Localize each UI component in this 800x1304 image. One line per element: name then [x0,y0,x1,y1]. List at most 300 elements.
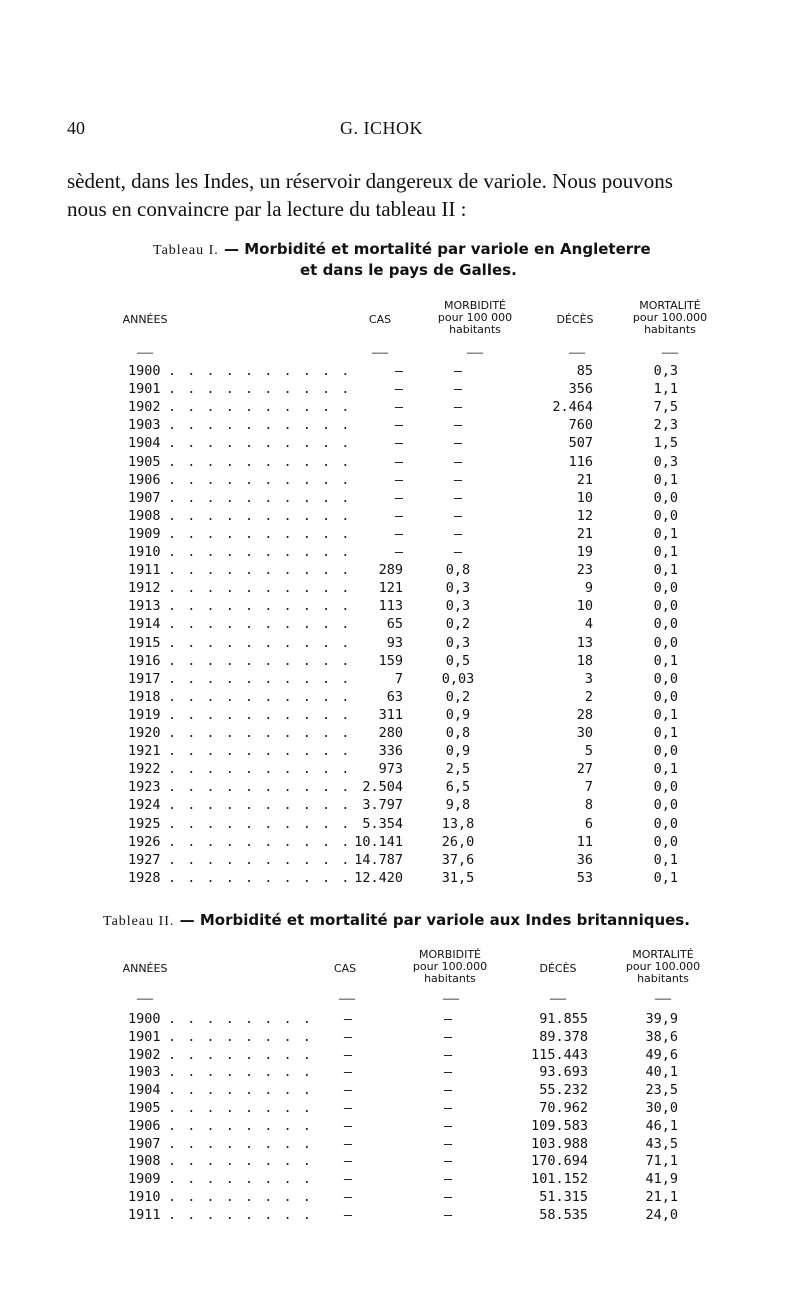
table1-header-morbidite [415,300,535,336]
mortalite-cell: 0,0 [653,797,678,814]
year-cell: 1906 [128,471,161,488]
morbidite-cell: 0,2 [445,688,471,705]
deces-cell: 91.855 [539,1011,588,1027]
deces-cell: 55.232 [539,1082,588,1099]
deces-cell: 356 [568,381,593,398]
cas-cell: 311 [378,706,403,723]
deces-cell: 760 [568,417,593,434]
morbidite-cell: — [453,399,463,416]
table1-label: Tableau I. [153,243,219,258]
morbidite-cell: — [443,1153,453,1170]
leader-dots: . . . . . . . . . . [168,616,351,633]
running-head: G. ICHOK [340,118,423,138]
deces-cell: 89.378 [539,1028,588,1045]
table-row [128,833,708,851]
cas-cell: — [343,1028,353,1045]
leader-dots: . . . . . . . . . . [168,417,351,434]
leader-dots: . . . . . . . . [168,1189,313,1205]
deces-cell: 85 [576,363,593,379]
leader-dots: . . . . . . . . [168,1206,313,1223]
table2-header-morbidite-l1: MORBIDITÉ [419,948,481,961]
cas-cell: 289 [378,562,403,579]
cas-cell: 10.141 [354,833,403,850]
table-row [128,1028,708,1046]
morbidite-cell: — [443,1189,453,1205]
leader-dots: . . . . . . . . . . [168,580,351,597]
cas-cell: — [343,1171,353,1188]
table-row [128,742,708,760]
year-cell: 1925 [128,815,161,832]
deces-cell: 18 [576,652,593,669]
year-cell: 1902 [128,1046,161,1063]
year-cell: 1903 [128,1064,161,1081]
cas-cell: — [394,381,403,398]
deces-cell: 70.962 [539,1100,588,1116]
cas-cell: — [343,1135,353,1152]
leader-dots: . . . . . . . . [168,1117,313,1134]
table1-caption-line2: et dans le pays de Galles. [300,261,517,279]
year-cell: 1904 [128,435,161,452]
table-row [128,706,708,724]
deces-cell: 27 [576,761,593,778]
deces-cell: 7 [584,779,593,796]
cas-cell: 5.354 [362,815,403,832]
table-row [128,724,708,742]
mortalite-cell: 0,3 [653,363,678,379]
leader-dots: . . . . . . . . [168,1082,313,1099]
cas-cell: — [343,1117,353,1134]
morbidite-cell: 0,3 [445,634,471,651]
year-cell: 1901 [128,381,161,398]
cas-cell: 63 [386,688,403,705]
table-row [128,416,708,434]
year-cell: 1911 [128,1206,161,1223]
year-cell: 1907 [128,489,161,506]
mortalite-cell: 21,1 [645,1189,678,1205]
year-cell: 1900 [128,363,161,379]
mortalite-cell: 0,0 [653,507,678,524]
table-row [128,579,708,597]
cas-cell: 113 [378,598,403,615]
mortalite-cell: 0,0 [653,580,678,597]
year-cell: 1912 [128,580,161,597]
cas-cell: — [394,544,403,560]
deces-cell: 58.535 [539,1206,588,1223]
leader-dots: . . . . . . . . . . [168,598,351,615]
leader-dots: . . . . . . . . . . [168,706,351,723]
year-cell: 1905 [128,1100,161,1116]
morbidite-cell: — [453,417,463,434]
table2-header-deces: DÉCÈS [539,962,577,975]
morbidite-cell: — [453,544,463,560]
table1-header-deces: DÉCÈS [556,313,594,326]
cas-cell: 14.787 [354,851,403,868]
mortalite-cell: 24,0 [645,1206,678,1223]
deces-cell: 30 [576,725,593,741]
year-cell: 1915 [128,634,161,651]
table1-header-mortalite-l3: habitants [644,323,696,336]
leader-dots: . . . . . . . . . . [168,652,351,669]
deces-cell: 2.464 [552,399,593,416]
leader-dots: . . . . . . . . . . [168,507,351,524]
morbidite-cell: — [453,525,463,542]
morbidite-cell: — [453,435,463,452]
morbidite-cell: 9,8 [445,797,471,814]
table2-header-morbidite-l3: habitants [424,972,476,985]
mortalite-cell: 0,1 [653,544,678,560]
leader-dots: . . . . . . . . . . [168,869,351,886]
morbidite-cell: 0,8 [445,725,471,741]
table1-rule-morbidite: — [467,344,483,361]
deces-cell: 507 [568,435,593,452]
year-cell: 1910 [128,544,161,560]
deces-cell: 23 [576,562,593,579]
morbidite-cell: 0,9 [445,743,471,760]
leader-dots: . . . . . . . . . . [168,489,351,506]
table2-header-mortalite-l3: habitants [637,972,689,985]
mortalite-cell: 0,1 [653,652,678,669]
mortalite-cell: 30,0 [645,1100,678,1116]
cas-cell: 93 [386,634,403,651]
deces-cell: 11 [576,833,593,850]
morbidite-cell: — [443,1135,453,1152]
table-row [128,815,708,833]
mortalite-cell: 0,1 [653,525,678,542]
table1-title: — Morbidité et mortalité par variole en Angleterre [218,240,651,258]
cas-cell: — [343,1100,353,1116]
morbidite-cell: — [453,471,463,488]
deces-cell: 6 [584,815,593,832]
table-row [128,507,708,525]
deces-cell: 53 [576,869,593,886]
year-cell: 1914 [128,616,161,633]
mortalite-cell: 0,0 [653,634,678,651]
cas-cell: — [343,1189,353,1205]
year-cell: 1913 [128,598,161,615]
mortalite-cell: 0,1 [653,471,678,488]
morbidite-cell: 0,3 [445,580,471,597]
table2-title: — Morbidité et mortalité par variole aux Indes britanniques. [174,911,690,929]
morbidite-cell: — [443,1011,453,1027]
year-cell: 1900 [128,1011,161,1027]
mortalite-cell: 23,5 [645,1082,678,1099]
morbidite-cell: — [443,1171,453,1188]
table2-header-mortalite [608,949,718,985]
deces-cell: 3 [584,670,593,687]
table-row [128,1152,708,1170]
table-row [128,561,708,579]
mortalite-cell: 0,0 [653,489,678,506]
year-cell: 1926 [128,833,161,850]
table-row [128,597,708,615]
leader-dots: . . . . . . . . [168,1028,313,1045]
table-row [128,1135,708,1153]
table2-rule-annees: — [137,990,153,1007]
table1-rule-cas: — [372,344,388,361]
leader-dots: . . . . . . . . . . [168,670,351,687]
table1-header-morbidite-l3: habitants [449,323,501,336]
cas-cell: 973 [378,761,403,778]
mortalite-cell: 0,1 [653,869,678,886]
year-cell: 1927 [128,851,161,868]
year-cell: 1921 [128,743,161,760]
mortalite-cell: 0,0 [653,833,678,850]
morbidite-cell: 0,03 [441,670,475,687]
table-row [128,362,708,380]
mortalite-cell: 0,0 [653,616,678,633]
morbidite-cell: — [443,1082,453,1099]
table1-rule-deces: — [569,344,585,361]
table1-header-annees: ANNÉES [122,313,168,326]
mortalite-cell: 0,1 [653,706,678,723]
cas-cell: — [343,1046,353,1063]
table-row [128,1081,708,1099]
morbidite-cell: — [443,1206,453,1223]
table2-header-annees: ANNÉES [122,962,168,975]
mortalite-cell: 0,0 [653,743,678,760]
mortalite-cell: 2,3 [653,417,678,434]
table1-header-cas: CAS [368,313,392,326]
cas-cell: — [343,1153,353,1170]
mortalite-cell: 1,1 [653,381,678,398]
deces-cell: 21 [576,525,593,542]
table-row [128,1117,708,1135]
table1-header-morbidite-l2: pour 100 000 [437,311,513,324]
year-cell: 1904 [128,1082,161,1099]
table-row [128,453,708,471]
mortalite-cell: 0,0 [653,598,678,615]
table-row [128,434,708,452]
deces-cell: 2 [584,688,593,705]
mortalite-cell: 49,6 [645,1046,678,1063]
mortalite-cell: 0,0 [653,670,678,687]
deces-cell: 4 [584,616,593,633]
leader-dots: . . . . . . . . . . [168,363,351,379]
deces-cell: 8 [584,797,593,814]
leader-dots: . . . . . . . . [168,1135,313,1152]
cas-cell: — [343,1064,353,1081]
leader-dots: . . . . . . . . . . [168,435,351,452]
mortalite-cell: 46,1 [645,1117,678,1134]
morbidite-cell: 0,3 [445,598,471,615]
leader-dots: . . . . . . . . . . [168,743,351,760]
year-cell: 1922 [128,761,161,778]
table-row [128,851,708,869]
morbidite-cell: — [453,489,463,506]
year-cell: 1902 [128,399,161,416]
deces-cell: 21 [576,471,593,488]
year-cell: 1917 [128,670,161,687]
table1-header-mortalite-l2: pour 100.000 [632,311,708,324]
leader-dots: . . . . . . . . . . [168,525,351,542]
morbidite-cell: 0,5 [445,652,471,669]
table-row [128,471,708,489]
deces-cell: 115.443 [531,1046,588,1063]
cas-cell: — [343,1206,353,1223]
leader-dots: . . . . . . . . [168,1064,313,1081]
year-cell: 1905 [128,453,161,470]
table-row [128,652,708,670]
deces-cell: 10 [576,489,593,506]
leader-dots: . . . . . . . . [168,1153,313,1170]
table-row [128,796,708,814]
table-row [128,615,708,633]
morbidite-cell: — [443,1028,453,1045]
mortalite-cell: 0,1 [653,851,678,868]
intro-line-1: sèdent, dans les Indes, un réservoir dangereux de variole. Nous pouvons [67,169,673,193]
morbidite-cell: 6,5 [445,779,471,796]
cas-cell: — [394,489,403,506]
table2-rule-cas: — [339,990,355,1007]
mortalite-cell: 39,9 [645,1011,678,1027]
table2-header-mortalite-l2: pour 100.000 [625,960,701,973]
table1-caption-line1 [153,240,651,259]
mortalite-cell: 40,1 [645,1064,678,1081]
cas-cell: 2.504 [362,779,403,796]
cas-cell: — [394,363,403,379]
year-cell: 1923 [128,779,161,796]
table2-rule-deces: — [550,990,566,1007]
mortalite-cell: 0,1 [653,562,678,579]
leader-dots: . . . . . . . . [168,1011,313,1027]
mortalite-cell: 7,5 [653,399,678,416]
year-cell: 1907 [128,1135,161,1152]
mortalite-cell: 0,1 [653,761,678,778]
morbidite-cell: — [453,363,463,379]
morbidite-cell: — [443,1100,453,1116]
deces-cell: 19 [576,544,593,560]
cas-cell: — [394,435,403,452]
leader-dots: . . . . . . . . . . [168,381,351,398]
cas-cell: — [394,453,403,470]
year-cell: 1919 [128,706,161,723]
cas-cell: — [394,471,403,488]
leader-dots: . . . . . . . . [168,1100,313,1116]
deces-cell: 116 [568,453,593,470]
year-cell: 1906 [128,1117,161,1134]
mortalite-cell: 38,6 [645,1028,678,1045]
deces-cell: 12 [576,507,593,524]
leader-dots: . . . . . . . . . . [168,399,351,416]
table-row [128,688,708,706]
table2-rule-mortalite: — [655,990,671,1007]
morbidite-cell: 0,2 [445,616,471,633]
cas-cell: 280 [378,725,403,741]
year-cell: 1909 [128,525,161,542]
year-cell: 1911 [128,562,161,579]
leader-dots: . . . . . . . . . . [168,779,351,796]
leader-dots: . . . . . . . . . . [168,453,351,470]
morbidite-cell: — [453,507,463,524]
leader-dots: . . . . . . . . . . [168,634,351,651]
mortalite-cell: 0,0 [653,779,678,796]
table-row [128,1046,708,1064]
cas-cell: 336 [378,743,403,760]
cas-cell: 12.420 [354,869,403,886]
deces-cell: 101.152 [531,1171,588,1188]
table2-header-cas: CAS [333,962,357,975]
morbidite-cell: 0,8 [445,562,471,579]
table-row [128,380,708,398]
table-row [128,398,708,416]
leader-dots: . . . . . . . . . . [168,688,351,705]
morbidite-cell: — [443,1117,453,1134]
deces-cell: 10 [576,598,593,615]
morbidite-cell: — [453,381,463,398]
leader-dots: . . . . . . . . . . [168,761,351,778]
year-cell: 1918 [128,688,161,705]
mortalite-cell: 41,9 [645,1171,678,1188]
table2-label: Tableau II. [103,914,175,929]
cas-cell: — [394,525,403,542]
table-row [128,760,708,778]
deces-cell: 109.583 [531,1117,588,1134]
table-row [128,869,708,887]
year-cell: 1920 [128,725,161,741]
table-row [128,525,708,543]
morbidite-cell: 0,9 [445,706,471,723]
table-row [128,1063,708,1081]
morbidite-cell: 31,5 [441,869,475,886]
intro-line-2: nous en convaincre par la lecture du tableau II : [67,197,467,221]
table2-header-mortalite-l1: MORTALITÉ [632,948,694,961]
mortalite-cell: 0,0 [653,688,678,705]
table1-header-mortalite [615,300,725,336]
table-row [128,670,708,688]
year-cell: 1928 [128,869,161,886]
mortalite-cell: 1,5 [653,435,678,452]
leader-dots: . . . . . . . . . . [168,471,351,488]
table2-rule-morbidite: — [443,990,459,1007]
morbidite-cell: 13,8 [441,815,475,832]
morbidite-cell: 2,5 [445,761,471,778]
leader-dots: . . . . . . . . [168,1171,313,1188]
table-row [128,489,708,507]
cas-cell: 65 [386,616,403,633]
morbidite-cell: — [453,453,463,470]
morbidite-cell: 26,0 [441,833,475,850]
mortalite-cell: 71,1 [645,1153,678,1170]
cas-cell: — [394,507,403,524]
leader-dots: . . . . . . . . . . [168,544,351,560]
leader-dots: . . . . . . . . . . [168,797,351,814]
year-cell: 1901 [128,1028,161,1045]
table1-rule-mortalite: — [662,344,678,361]
year-cell: 1924 [128,797,161,814]
cas-cell: 3.797 [362,797,403,814]
leader-dots: . . . . . . . . . . [168,815,351,832]
table-row [128,1188,708,1206]
cas-cell: — [394,399,403,416]
deces-cell: 13 [576,634,593,651]
year-cell: 1916 [128,652,161,669]
leader-dots: . . . . . . . . . . [168,562,351,579]
table-row [128,1010,708,1028]
leader-dots: . . . . . . . . . . [168,851,351,868]
deces-cell: 170.694 [531,1153,588,1170]
deces-cell: 5 [584,743,593,760]
deces-cell: 9 [584,580,593,597]
deces-cell: 36 [576,851,593,868]
table1-rule-annees: — [137,344,153,361]
table2-header-morbidite-l2: pour 100.000 [412,960,488,973]
cas-cell: — [343,1011,353,1027]
mortalite-cell: 0,1 [653,725,678,741]
morbidite-cell: — [443,1064,453,1081]
mortalite-cell: 0,3 [653,453,678,470]
leader-dots: . . . . . . . . [168,1046,313,1063]
year-cell: 1908 [128,1153,161,1170]
